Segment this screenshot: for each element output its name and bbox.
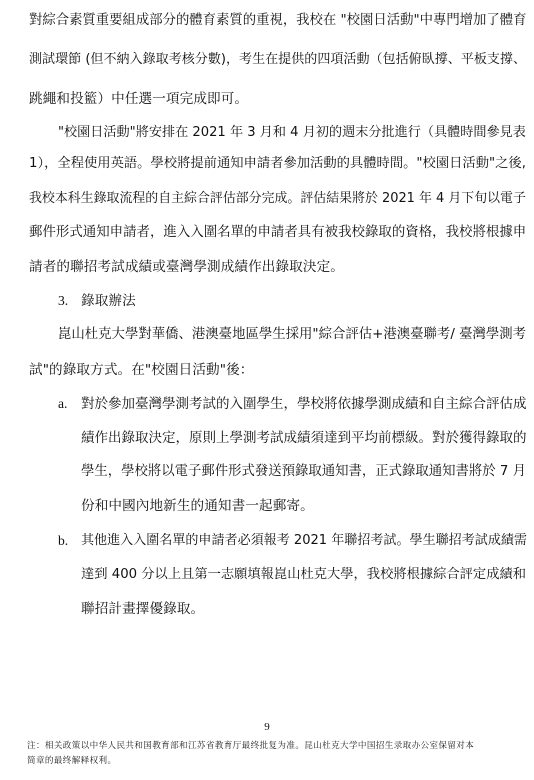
item-b-line-1: 其他進入入圍名單的申請者必須報考 2021 年聯招考試。學生聯招考試成績需 <box>81 533 527 548</box>
paragraph-1-line-3: 跳繩和投籃）中任選一項完成即可。 <box>29 91 249 107</box>
item-b-line-2: 達到 400 分以上且第一志願填報崑山杜克大學，我校將根據綜合評定成績和 <box>81 567 526 582</box>
paragraph-1-line-2: 測試環節 (但不納入錄取考核分數)，考生在提供的四項活動（包括俯臥撐、平板支撐、 <box>29 52 527 67</box>
item-a-line-2: 績作出錄取決定，原則上學測考試成績須達到平均前標級。對於獲得錄取的 <box>81 430 527 446</box>
footnote-line-2: 简章的最终解释权利。 <box>27 756 117 766</box>
paragraph-2-line-2: 1），全程使用英語。學校將提前通知申請者參加活動的具體時間。"校園日活動"之後, <box>29 156 526 171</box>
item-b-marker: b. <box>58 533 69 548</box>
item-a-line-1: 對於參加臺灣學測考試的入圍學生，學校將依據學測成績和自主綜合評估成 <box>81 396 527 412</box>
paragraph-2-line-3: 我校本科生錄取流程的自主綜合評估部分完成。評估結果將於 2021 年 4 月下旬以電子 <box>29 191 526 206</box>
footnote-line-1: 注：相关政策以中华人民共和国教育部和江苏省教育厅最终批复为准。昆山杜克大学中国招生录取办公室保留对本 <box>27 741 475 751</box>
item-a-line-4: 份和中國內地新生的通知書一起郵寄。 <box>81 498 314 514</box>
section-number: 3. <box>58 293 69 308</box>
item-a-marker: a. <box>58 396 68 411</box>
section-title: 錄取辦法 <box>81 293 136 309</box>
paragraph-3-line-2: 試"的錄取方式。在"校園日活動"後： <box>29 362 254 378</box>
paragraph-1-line-1: 對綜合素質重要組成部分的體育素質的重視，我校在 "校園日活動"中專門增加了體育 <box>29 13 527 28</box>
page-number: 9 <box>264 721 270 733</box>
item-b-line-3: 聯招計畫擇優錄取。 <box>81 601 205 617</box>
paragraph-2-line-5: 請者的聯招考試成績或臺灣學測成績作出錄取決定。 <box>29 259 344 275</box>
paragraph-3-line-1: 崑山杜克大學對華僑、港澳臺地區學生採用"綜合評估+港澳臺聯考/ 臺灣學測考 <box>58 327 527 342</box>
paragraph-2-line-1: "校園日活動"將安排在 2021 年 3 月和 4 月初的週末分批進行（具體時間參見表 <box>58 125 526 140</box>
item-a-line-3: 學生，學校將以電子郵件形式發送預錄取通知書，正式錄取通知書將於 7 月 <box>81 464 527 479</box>
paragraph-2-line-4: 郵件形式通知申請者，進入入圍名單的申請者具有被我校錄取的資格，我校將根據申 <box>29 225 527 240</box>
